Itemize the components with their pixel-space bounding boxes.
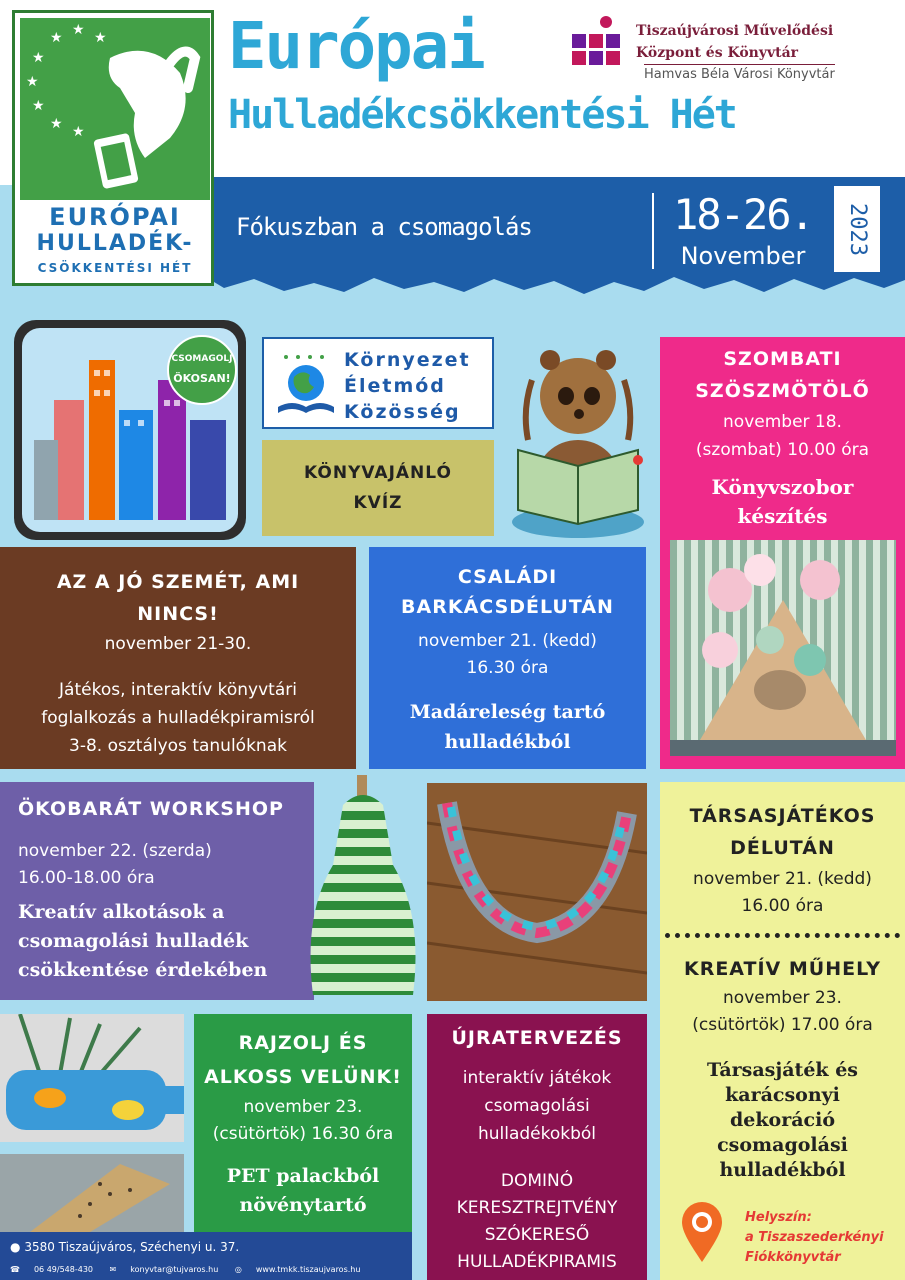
event-year-text: 2023 bbox=[844, 202, 870, 256]
dotted-divider bbox=[665, 933, 900, 938]
family-program-line2: hulladékból bbox=[444, 731, 571, 753]
redesign-event-title: ÚJRATERVEZÉS bbox=[451, 1027, 623, 1049]
svg-text:★: ★ bbox=[50, 30, 63, 46]
game-waste-pyramid: HULLADÉKPIRAMIS bbox=[457, 1252, 617, 1272]
location-icon: ● bbox=[10, 1240, 21, 1254]
page-title-line1: Európai bbox=[228, 10, 484, 84]
kek-text bbox=[344, 347, 471, 425]
creative-program-line4: csomagolási bbox=[717, 1134, 848, 1156]
kek-line1: Környezet bbox=[344, 349, 471, 371]
draw-program-line1: PET palackból bbox=[226, 1165, 380, 1187]
phone-icon: ☎ bbox=[10, 1265, 20, 1274]
family-title-line1: CSALÁDI bbox=[457, 566, 558, 588]
best-waste-title-line2: NINCS! bbox=[137, 603, 219, 625]
web-icon: ◎ bbox=[234, 1265, 242, 1274]
best-waste-event-date: november 21-30. bbox=[104, 634, 252, 654]
venue-line3: Fiókkönyvtár bbox=[745, 1250, 841, 1265]
library-logo-icon bbox=[572, 14, 622, 76]
venue-line1: Helyszín: bbox=[745, 1210, 812, 1225]
draw-create-event-date bbox=[194, 1094, 412, 1148]
focus-text: Fókuszban a csomagolás bbox=[236, 213, 532, 241]
board-games-event-title bbox=[660, 800, 905, 864]
board-games-event-date bbox=[660, 866, 905, 920]
phone-text: 06 49/548-430 bbox=[33, 1265, 93, 1274]
org-name-line1: Tiszaújvárosi Művelődési bbox=[636, 23, 834, 39]
book-quiz-title bbox=[304, 458, 452, 518]
tshirt-bag-photo bbox=[293, 775, 433, 1005]
svg-text:★: ★ bbox=[32, 98, 45, 114]
quiz-line2: KVÍZ bbox=[353, 493, 403, 513]
venue-line2: a Tiszaszederkényi bbox=[745, 1230, 884, 1245]
eco-workshop-event-title: ÖKOBARÁT WORKSHOP bbox=[18, 798, 284, 820]
best-waste-desc-line1: Játékos, interaktív könyvtári bbox=[59, 680, 297, 700]
saturday-title-line2: SZÖSZMÖTÖLŐ bbox=[695, 380, 870, 402]
board-title-line1: TÁRSASJÁTÉKOS bbox=[689, 805, 876, 827]
redesign-games-list bbox=[427, 1168, 647, 1276]
saturday-date-line2: (szombat) 10.00 óra bbox=[695, 440, 870, 460]
svg-text:★: ★ bbox=[72, 124, 85, 140]
city-packaging-illustration bbox=[14, 320, 246, 540]
draw-date-line1: november 23. bbox=[243, 1097, 363, 1117]
draw-date-line2: (csütörtök) 16.30 óra bbox=[212, 1124, 394, 1144]
globe-book-icon bbox=[276, 353, 336, 417]
draw-create-event-program bbox=[194, 1162, 412, 1220]
eco-program-line3: csökkentése érdekében bbox=[18, 959, 268, 981]
eco-date-line1: november 22. (szerda) bbox=[18, 841, 212, 861]
location-pin-icon bbox=[680, 1200, 724, 1262]
creative-program-line1: Társasjáték és bbox=[707, 1059, 858, 1081]
kek-line3: Közösség bbox=[344, 401, 461, 423]
organization-subtitle: Hamvas Béla Városi Könyvtár bbox=[644, 64, 835, 82]
saturday-event-program bbox=[660, 473, 905, 531]
svg-text:★: ★ bbox=[50, 116, 63, 132]
footer-contacts bbox=[10, 1265, 374, 1274]
event-dates: 18-26. bbox=[673, 190, 813, 239]
book-sculpture-photo bbox=[670, 540, 896, 756]
torn-paper-edge bbox=[214, 270, 905, 300]
saturday-date-line1: november 18. bbox=[723, 412, 842, 432]
svg-text:★: ★ bbox=[72, 22, 85, 38]
saturday-program-line1: Könyvszobor bbox=[711, 475, 854, 499]
web-link[interactable]: www.tmkk.tiszaujvaros.hu bbox=[255, 1265, 361, 1274]
pet-bottle-planter-photo bbox=[0, 1014, 184, 1142]
bird-seed-cake-photo bbox=[0, 1154, 184, 1232]
creative-workshop-title: KREATÍV MŰHELY bbox=[683, 958, 882, 980]
draw-title-line1: RAJZOLJ ÉS bbox=[238, 1032, 368, 1054]
eco-workshop-event-date bbox=[18, 838, 212, 892]
logo-text-2: HULLADÉK- bbox=[36, 231, 194, 256]
email-text[interactable]: konyvtar@tujvaros.hu bbox=[130, 1265, 219, 1274]
org-name-line2: Központ és Könyvtár bbox=[636, 45, 799, 61]
venue-text bbox=[745, 1208, 884, 1268]
draw-program-line2: növénytartó bbox=[239, 1194, 367, 1216]
organization-name bbox=[636, 20, 833, 64]
badge-line2: ÖKOSAN! bbox=[173, 372, 231, 385]
event-month: November bbox=[680, 242, 806, 270]
draw-create-event-title bbox=[194, 1026, 412, 1094]
braided-necklace-photo bbox=[427, 783, 647, 1001]
game-domino: DOMINÓ bbox=[500, 1171, 574, 1191]
family-date-line1: november 21. (kedd) bbox=[418, 631, 597, 651]
footer-address bbox=[10, 1240, 239, 1254]
email-icon: ✉ bbox=[109, 1265, 117, 1274]
family-date-line2: 16.30 óra bbox=[466, 658, 549, 678]
saturday-event-title bbox=[660, 343, 905, 407]
eco-program-line2: csomagolási hulladék bbox=[18, 930, 249, 952]
redesign-desc-line2: csomagolási bbox=[484, 1096, 590, 1116]
best-waste-desc-line2: foglalkozás a hulladékpiramisról bbox=[41, 708, 315, 728]
saturday-event-date bbox=[660, 408, 905, 464]
game-crossword: KERESZTREJTVÉNY bbox=[456, 1198, 618, 1218]
game-word-search: SZÓKERESŐ bbox=[484, 1225, 590, 1245]
best-waste-title-line1: AZ A JÓ SZEMÉT, AMI bbox=[56, 571, 300, 593]
redesign-event-desc bbox=[427, 1064, 647, 1148]
best-waste-event-desc bbox=[0, 676, 356, 760]
family-crafting-event-program bbox=[369, 697, 646, 757]
board-title-line2: DÉLUTÁN bbox=[730, 837, 835, 859]
quiz-line1: KÖNYVAJÁNLÓ bbox=[304, 463, 452, 483]
creative-date-line1: november 23. bbox=[723, 988, 842, 1008]
eco-date-line2: 16.00-18.00 óra bbox=[18, 868, 155, 888]
family-program-line1: Madáreleség tartó bbox=[409, 701, 606, 723]
kek-line2: Életmód bbox=[344, 375, 446, 397]
creative-workshop-date bbox=[660, 985, 905, 1039]
eu-flag-hand-icon bbox=[20, 18, 210, 200]
saturday-title-line1: SZOMBATI bbox=[723, 348, 842, 370]
book-quiz-box bbox=[262, 440, 494, 536]
kek-logo bbox=[262, 337, 494, 429]
redesign-desc-line1: interaktív játékok bbox=[462, 1068, 612, 1088]
saturday-program-line2: készítés bbox=[737, 504, 828, 528]
board-date-line2: 16.00 óra bbox=[741, 896, 824, 916]
svg-text:★: ★ bbox=[94, 30, 107, 46]
creative-program-line2: karácsonyi bbox=[725, 1084, 840, 1106]
address-text: 3580 Tiszaújváros, Széchenyi u. 37. bbox=[24, 1240, 240, 1254]
best-waste-event-title bbox=[0, 566, 356, 630]
family-title-line2: BARKÁCSDÉLUTÁN bbox=[401, 596, 614, 618]
board-date-line1: november 21. (kedd) bbox=[693, 869, 872, 889]
creative-workshop-program bbox=[660, 1058, 905, 1183]
family-crafting-event-date bbox=[369, 628, 646, 682]
logo-text-3: CSÖKKENTÉSI HÉT bbox=[37, 261, 193, 275]
logo-text-1: EURÓPAI bbox=[49, 203, 181, 231]
creative-program-line3: dekoráció bbox=[730, 1109, 835, 1131]
event-year bbox=[834, 186, 880, 272]
reading-meerkat-illustration bbox=[504, 340, 652, 540]
page-title-line2: Hulladékcsökkentési Hét bbox=[228, 92, 736, 138]
draw-title-line2: ALKOSS VELÜNK! bbox=[204, 1066, 402, 1088]
svg-text:★: ★ bbox=[26, 74, 39, 90]
eco-program-line1: Kreatív alkotások a bbox=[18, 901, 225, 923]
badge-line1: CSOMAGOLJ bbox=[171, 354, 233, 364]
creative-date-line2: (csütörtök) 17.00 óra bbox=[692, 1015, 873, 1035]
redesign-desc-line3: hulladékokból bbox=[477, 1124, 597, 1144]
creative-program-line5: hulladékból bbox=[719, 1159, 846, 1181]
eco-workshop-event-program bbox=[18, 898, 267, 985]
svg-text:★: ★ bbox=[32, 50, 45, 66]
best-waste-desc-line3: 3-8. osztályos tanulóknak bbox=[69, 736, 287, 756]
band-divider bbox=[652, 193, 654, 269]
family-crafting-event-title bbox=[369, 562, 646, 622]
